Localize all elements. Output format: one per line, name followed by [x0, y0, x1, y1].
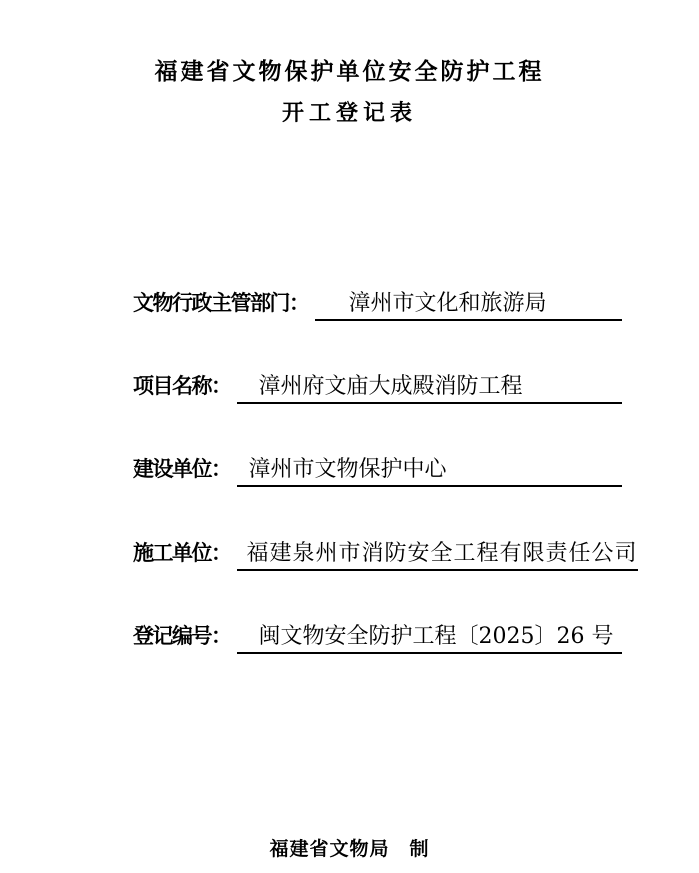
field-underline-registration-number: [237, 624, 623, 654]
field-label-registration-number: 登记编号：: [133, 625, 231, 648]
title-block: [0, 58, 699, 127]
field-row-authority: [133, 290, 622, 321]
field-row-project-name: [133, 373, 622, 404]
field-row-construction-owner: [133, 456, 622, 487]
field-value-project-name: 漳州府文庙大成殿消防工程: [258, 374, 523, 399]
field-underline-construction-owner: [237, 457, 623, 487]
field-label-contractor: 施工单位：: [133, 542, 231, 565]
field-value-contractor: 福建泉州市消防安全工程有限责任公司: [246, 541, 638, 566]
field-value-construction-owner: 漳州市文物保护中心: [248, 457, 447, 482]
field-label-project-name: 项目名称：: [133, 375, 231, 398]
field-row-registration-number: [133, 623, 622, 654]
field-underline-authority: [315, 291, 623, 321]
page-title: 福建省文物保护单位安全防护工程: [154, 58, 545, 85]
footer-issuer: 福建省文物局 制: [269, 839, 430, 860]
field-value-authority: 漳州市文化和旅游局: [348, 291, 547, 316]
field-value-registration-number: 闽文物安全防护工程〔2025〕26 号: [258, 624, 614, 649]
field-underline-contractor: [237, 541, 638, 571]
field-underline-project-name: [237, 374, 623, 404]
field-label-authority: 文物行政主管部门：: [133, 292, 309, 315]
field-label-construction-owner: 建设单位：: [133, 458, 231, 481]
page-subtitle: 开工登记表: [281, 99, 417, 126]
field-row-contractor: [133, 540, 638, 571]
